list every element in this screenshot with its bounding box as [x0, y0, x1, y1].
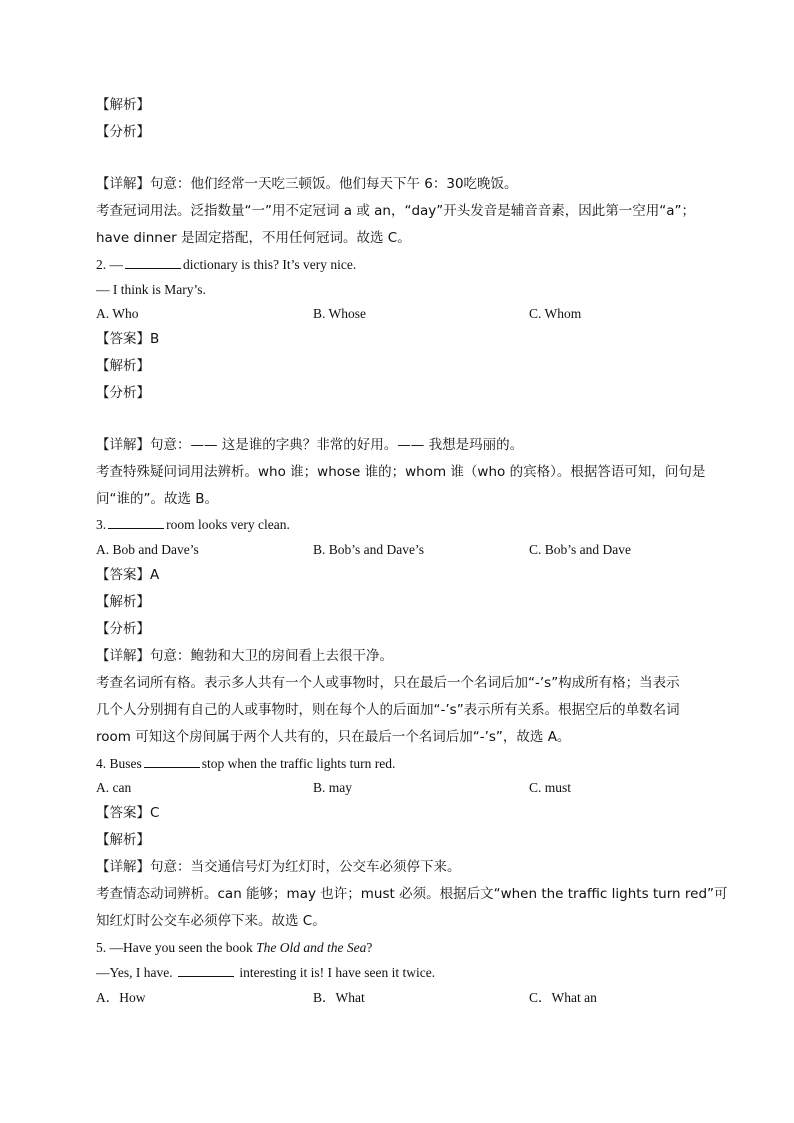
- question-text: room looks very clean.: [166, 517, 290, 532]
- analysis-label: 【分析】: [96, 621, 150, 637]
- answer-blank: [108, 516, 164, 529]
- question-5: [96, 939, 372, 957]
- explanation-line: room 可知这个房间属于两个人共有的，只在最后一个名词后加“-’s”，故选 A。: [96, 729, 571, 745]
- answer-label: 【答案】B: [96, 331, 160, 347]
- analysis-label: 【解析】: [96, 97, 150, 113]
- option-c: C．What an: [529, 990, 597, 1005]
- option-c: C. must: [529, 780, 572, 795]
- question-text: stop when the traffic lights turn red.: [201, 756, 396, 771]
- book-title: The Old and the Sea: [256, 940, 367, 955]
- option-b: B．What: [313, 990, 365, 1005]
- explanation-line: 考查冠词用法。泛指数量“一”用不定冠词 a 或 an，“day”开头发音是辅音音素，因此第一空用“a”；: [96, 203, 696, 219]
- question-text: 4. Buses: [96, 756, 142, 771]
- analysis-label: 【分析】: [96, 385, 150, 401]
- option-a: A. Who: [96, 306, 139, 321]
- analysis-label: 【解析】: [96, 594, 150, 610]
- analysis-label: 【解析】: [96, 358, 150, 374]
- option-c: C. Bob’s and Dave: [529, 542, 631, 557]
- answer-label: 【答案】A: [96, 567, 160, 583]
- question-text: —Yes, I have.: [96, 965, 173, 980]
- detail-explanation: 【详解】句意：当交通信号灯为红灯时，公交车必须停下来。: [96, 859, 461, 875]
- question-mark: ?: [366, 940, 373, 955]
- option-b: B. may: [313, 780, 352, 795]
- explanation-line: 考查名词所有格。表示多人共有一个人或事物时，只在最后一个名词后加“-’s”构成所有格；当表示: [96, 675, 680, 691]
- question-text: 3.: [96, 517, 107, 532]
- explanation-line: 问“谁的”。故选 B。: [96, 491, 219, 507]
- option-a: A. Bob and Dave’s: [96, 542, 199, 557]
- explanation-line: have dinner 是固定搭配，不用任何冠词。故选 C。: [96, 230, 411, 246]
- question-2: [96, 256, 356, 274]
- option-b: B. Whose: [313, 306, 366, 321]
- answer-blank: [125, 256, 181, 269]
- option-b: B. Bob’s and Dave’s: [313, 542, 424, 557]
- answer-blank: [178, 964, 234, 977]
- answer-blank: [144, 755, 200, 768]
- question-2-line-2: — I think is Mary’s.: [96, 282, 206, 297]
- explanation-line: 考查特殊疑问词用法辨析。who 谁；whose 谁的；whom 谁（who 的宾格）。根据答语可知，问句是: [96, 464, 706, 480]
- option-a: A．How: [96, 990, 146, 1005]
- analysis-label: 【分析】: [96, 124, 150, 140]
- detail-explanation: 【详解】句意：鲍勃和大卫的房间看上去很干净。: [96, 648, 393, 664]
- option-c: C. Whom: [529, 306, 582, 321]
- question-text: 5. —Have you seen the book: [96, 940, 253, 955]
- detail-explanation: 【详解】句意：他们经常一天吃三顿饭。他们每天下午 6：30吃晚饭。: [96, 176, 518, 192]
- question-4: [96, 755, 395, 773]
- question-text: dictionary is this? It’s very nice.: [183, 257, 357, 272]
- question-5-line-2: [96, 964, 435, 982]
- option-a: A. can: [96, 780, 132, 795]
- detail-explanation: 【详解】句意：—— 这是谁的字典？非常的好用。—— 我想是玛丽的。: [96, 437, 524, 453]
- answer-label: 【答案】C: [96, 805, 160, 821]
- question-text: interesting it is! I have seen it twice.: [239, 965, 436, 980]
- question-3: [96, 516, 290, 534]
- analysis-label: 【解析】: [96, 832, 150, 848]
- explanation-line: 几个人分别拥有自己的人或事物时，则在每个人的后面加“-’s”表示所有关系。根据空后的单数名词: [96, 702, 680, 718]
- explanation-line: 考查情态动词辨析。can 能够；may 也许；must 必须。根据后文“when the traffic lights turn red”可: [96, 886, 728, 902]
- question-text: 2. —: [96, 257, 123, 272]
- explanation-line: 知红灯时公交车必须停下来。故选 C。: [96, 913, 326, 929]
